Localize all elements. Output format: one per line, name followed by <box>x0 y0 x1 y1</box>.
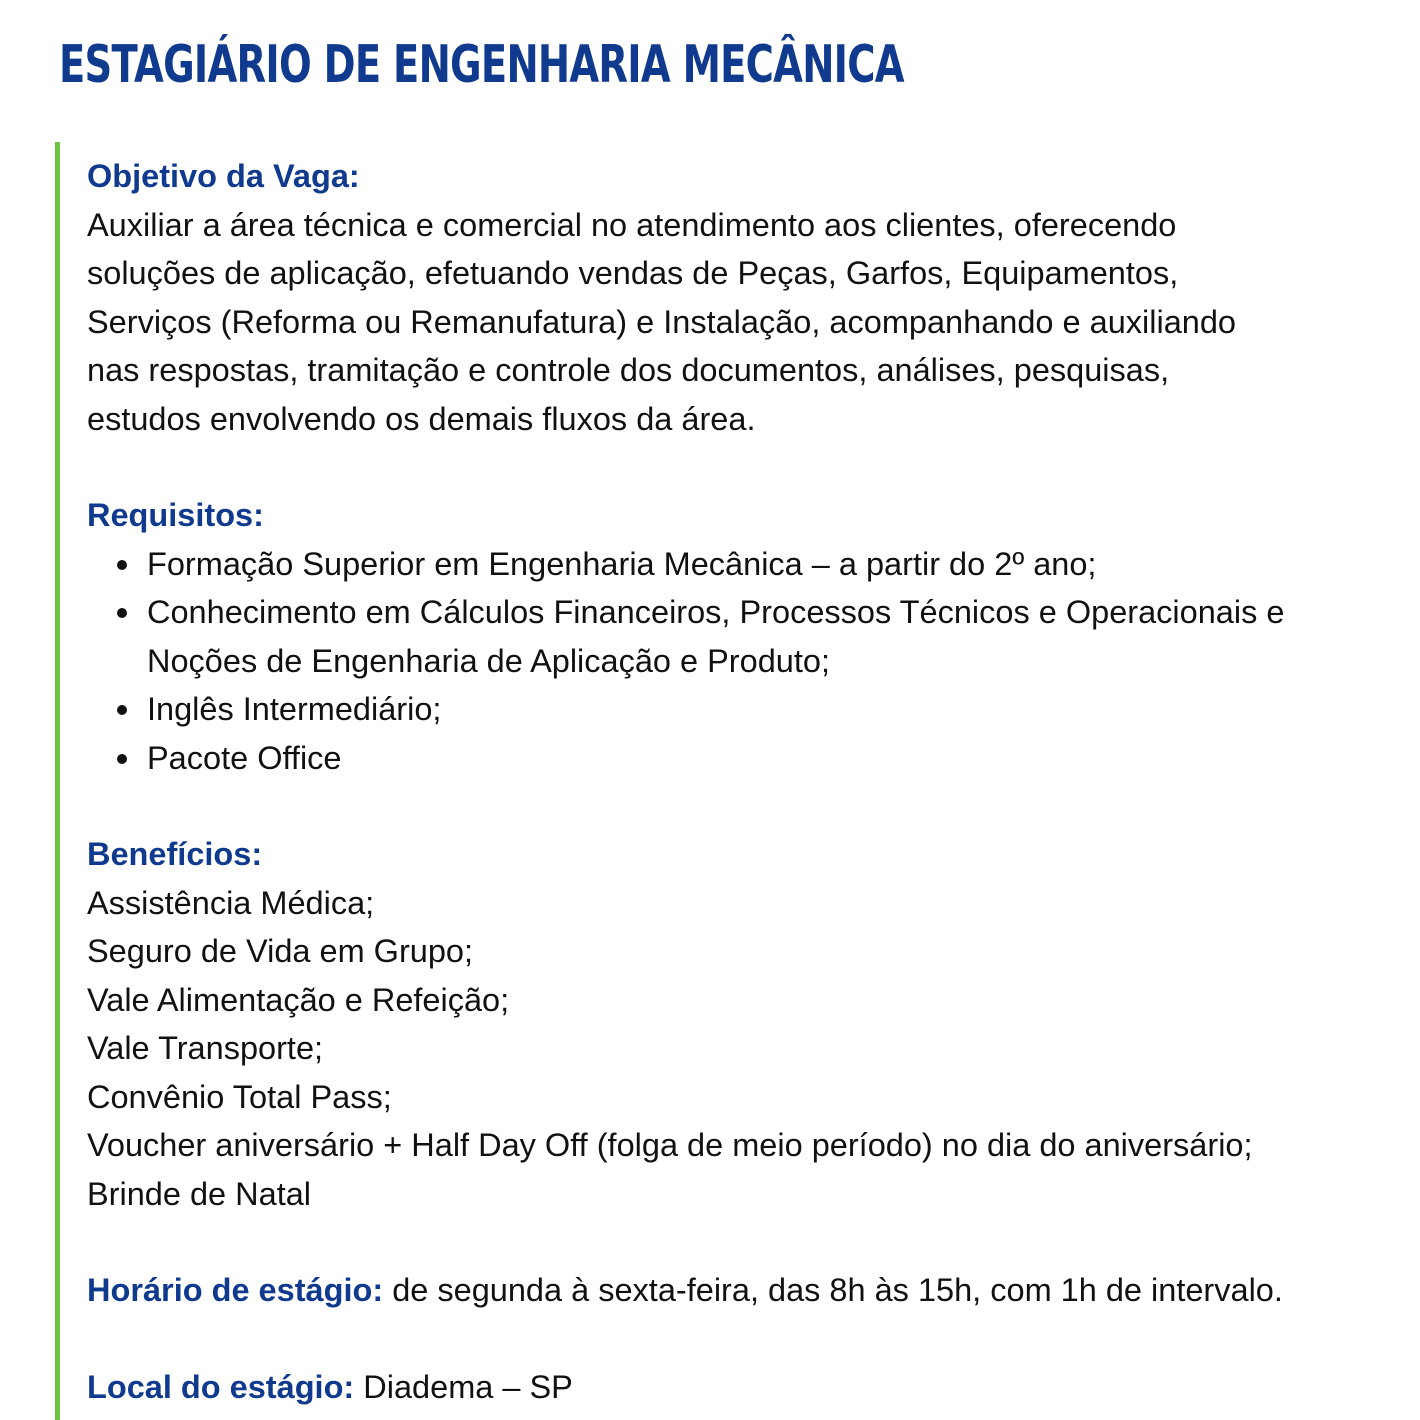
beneficio-item: Assistência Médica; <box>87 884 375 921</box>
page-title: ESTAGIÁRIO DE ENGENHARIA MECÂNICA <box>59 35 904 95</box>
objetivo-line: Serviços (Reforma ou Remanufatura) e Instalação, acompanhando e auxiliando <box>87 303 1236 340</box>
beneficio-item: Vale Transporte; <box>87 1030 324 1066</box>
bullet-icon <box>117 560 127 570</box>
bullet-icon <box>117 705 127 715</box>
list-item <box>147 685 1375 734</box>
bullet-icon <box>117 608 127 618</box>
list-item <box>147 734 1375 783</box>
requisito-text: Conhecimento em Cálculos Financeiros, Processos Técnicos e Operacionais e Noções de Engenharia de Aplicação e Produto; <box>147 594 1285 679</box>
beneficio-item: Convênio Total Pass; <box>87 1078 392 1115</box>
horario-section <box>87 1266 1375 1315</box>
beneficio-item: Brinde de Natal <box>87 1175 312 1212</box>
bullet-icon <box>117 754 127 764</box>
objetivo-line: estudos envolvendo os demais fluxos da área. <box>87 400 756 437</box>
objetivo-text <box>87 201 1375 444</box>
requisitos-heading: Requisitos: <box>87 497 264 533</box>
horario-heading: Horário de estágio: <box>87 1272 384 1308</box>
requisito-text: Formação Superior em Engenharia Mecânica – a partir do 2º ano; <box>147 545 1097 582</box>
local-section <box>87 1363 1375 1412</box>
objetivo-heading: Objetivo da Vaga: <box>87 158 360 194</box>
list-item <box>147 540 1375 589</box>
local-text: Diadema – SP <box>354 1368 573 1405</box>
job-description <box>55 142 1375 1420</box>
list-item <box>147 588 1375 685</box>
objetivo-line: nas respostas, tramitação e controle dos documentos, análises, pesquisas, <box>87 352 1170 388</box>
beneficio-item: Voucher aniversário + Half Day Off (folga de meio período) no dia do aniversário; <box>87 1127 1253 1163</box>
objetivo-line: soluções de aplicação, efetuando vendas de Peças, Garfos, Equipamentos, <box>87 255 1179 291</box>
beneficios-heading: Benefícios: <box>87 836 263 872</box>
local-heading: Local do estágio: <box>87 1368 355 1405</box>
requisito-text: Inglês Intermediário; <box>147 691 442 727</box>
requisitos-section <box>87 491 1375 782</box>
requisito-text: Pacote Office <box>147 739 342 776</box>
objetivo-section <box>87 152 1375 443</box>
horario-text: de segunda à sexta-feira, das 8h às 15h, com 1h de intervalo. <box>383 1272 1283 1308</box>
beneficio-item: Vale Alimentação e Refeição; <box>87 981 510 1018</box>
beneficios-section <box>87 830 1375 1218</box>
requisitos-list <box>87 540 1375 783</box>
beneficio-item: Seguro de Vida em Grupo; <box>87 933 474 969</box>
objetivo-line: Auxiliar a área técnica e comercial no atendimento aos clientes, oferecendo <box>87 206 1177 243</box>
